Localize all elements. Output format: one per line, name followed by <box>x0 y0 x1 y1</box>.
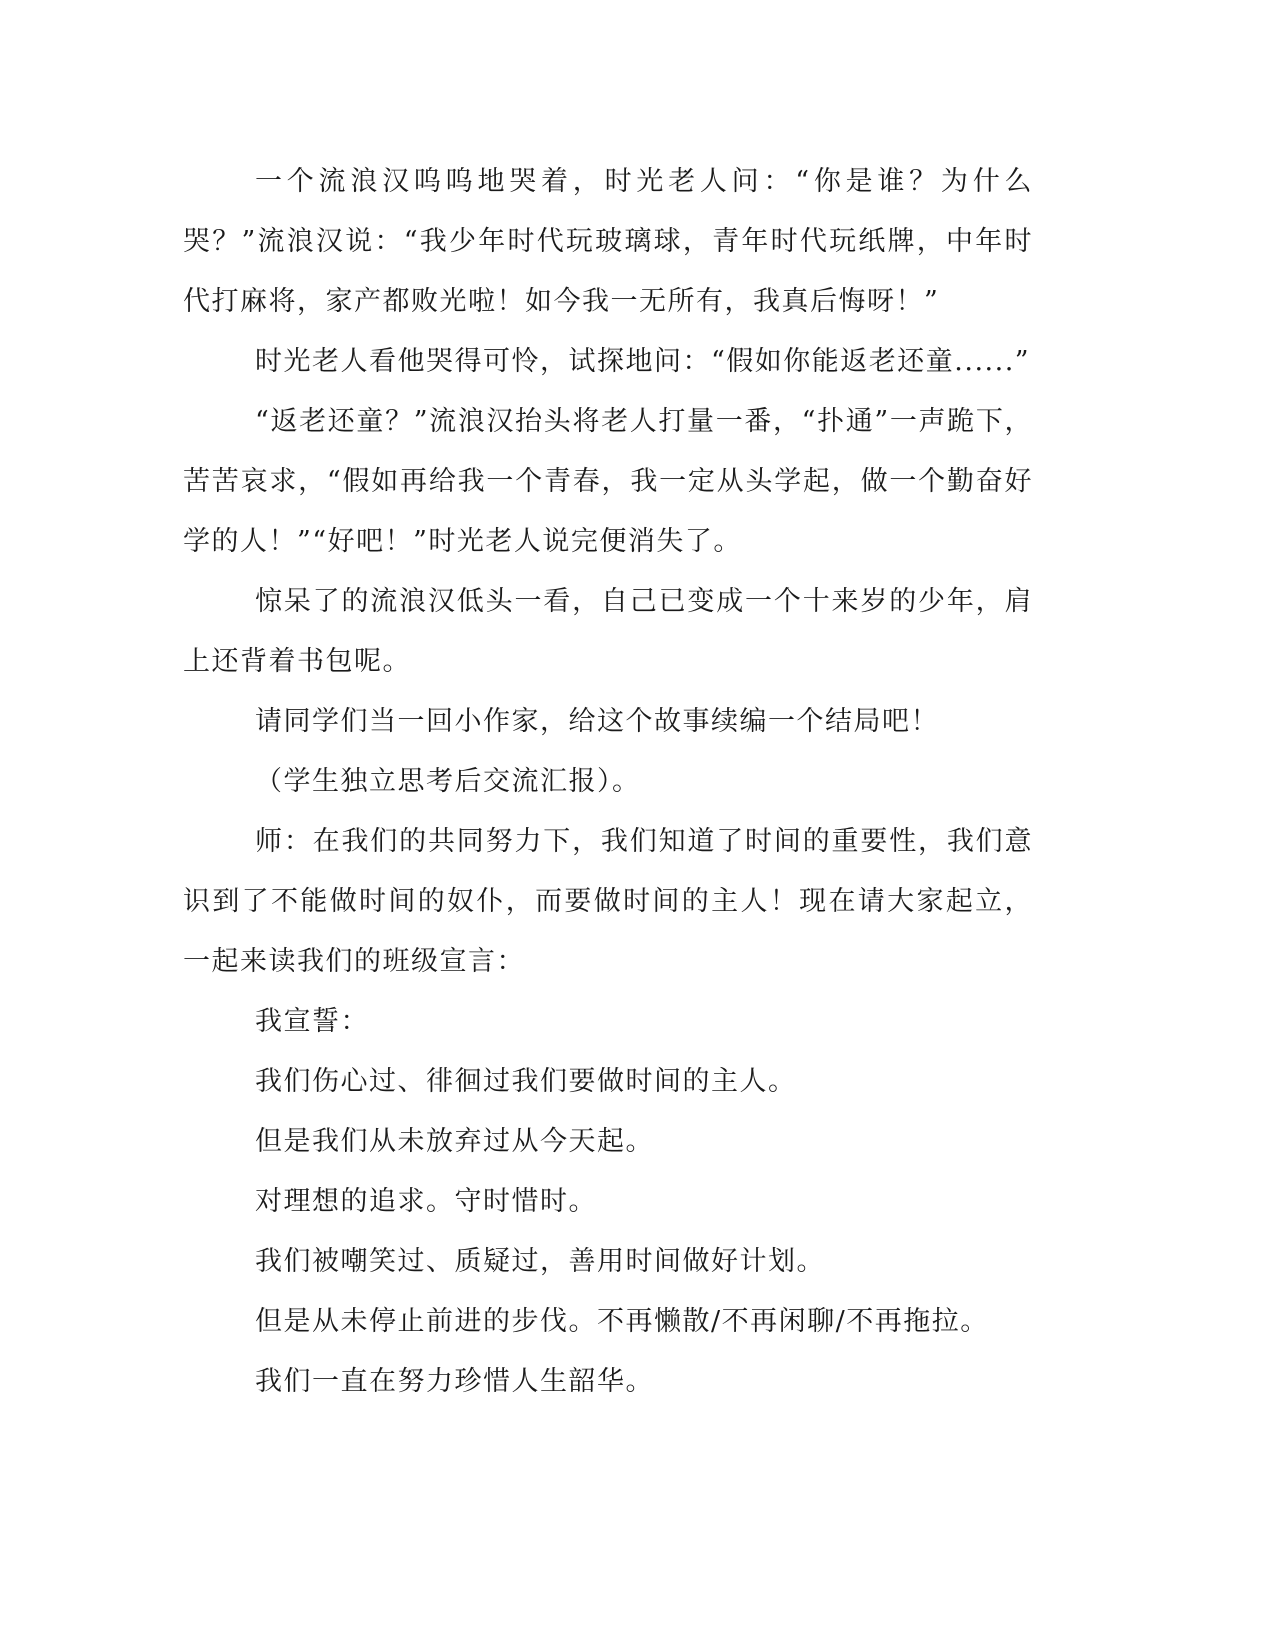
paragraph-transformation: 惊呆了的流浪汉低头一看，自己已变成一个十来岁的少年，肩上还背着书包呢。 <box>183 586 1033 677</box>
paragraph-time-elder-question: 时光老人看他哭得可怜，试探地问：“假如你能返老还童......” <box>255 346 1031 377</box>
oath-line: 但是我们从未放弃过从今天起。 <box>255 1126 654 1157</box>
oath-line: 对理想的追求。守时惜时。 <box>255 1186 597 1217</box>
paragraph-student-activity: （学生独立思考后交流汇报）。 <box>255 766 641 797</box>
paragraph-writing-task: 请同学们当一回小作家，给这个故事续编一个结局吧！ <box>255 706 939 737</box>
paragraph-oath-heading: 我宣誓： <box>255 1006 369 1037</box>
paragraph-wanderer-plea: “返老还童？”流浪汉抬头将老人打量一番，“扑通”一声跪下，苦苦哀求，“假如再给我一个青春，我一定从头学起，做一个勤奋好学的人！”“好吧！”时光老人说完便消失了。 <box>183 406 1033 557</box>
oath-line: 我们伤心过、徘徊过我们要做时间的主人。 <box>255 1066 797 1097</box>
document-body <box>183 152 1033 1412</box>
oath-line: 我们被嘲笑过、质疑过，善用时间做好计划。 <box>255 1246 825 1277</box>
oath-line: 我们一直在努力珍惜人生韶华。 <box>255 1366 654 1397</box>
paragraph-story-opening: 一个流浪汉呜呜地哭着，时光老人问：“你是谁？为什么哭？”流浪汉说：“我少年时代玩玻璃球，青年时代玩纸牌，中年时代打麻将，家产都败光啦！如今我一无所有，我真后悔呀！” <box>183 166 1033 317</box>
oath-line: 但是从未停止前进的步伐。不再懒散/不再闲聊/不再拖拉。 <box>255 1306 989 1337</box>
paragraph-teacher-summary: 师：在我们的共同努力下，我们知道了时间的重要性，我们意识到了不能做时间的奴仆，而要做时间的主人！现在请大家起立，一起来读我们的班级宣言： <box>183 826 1033 977</box>
